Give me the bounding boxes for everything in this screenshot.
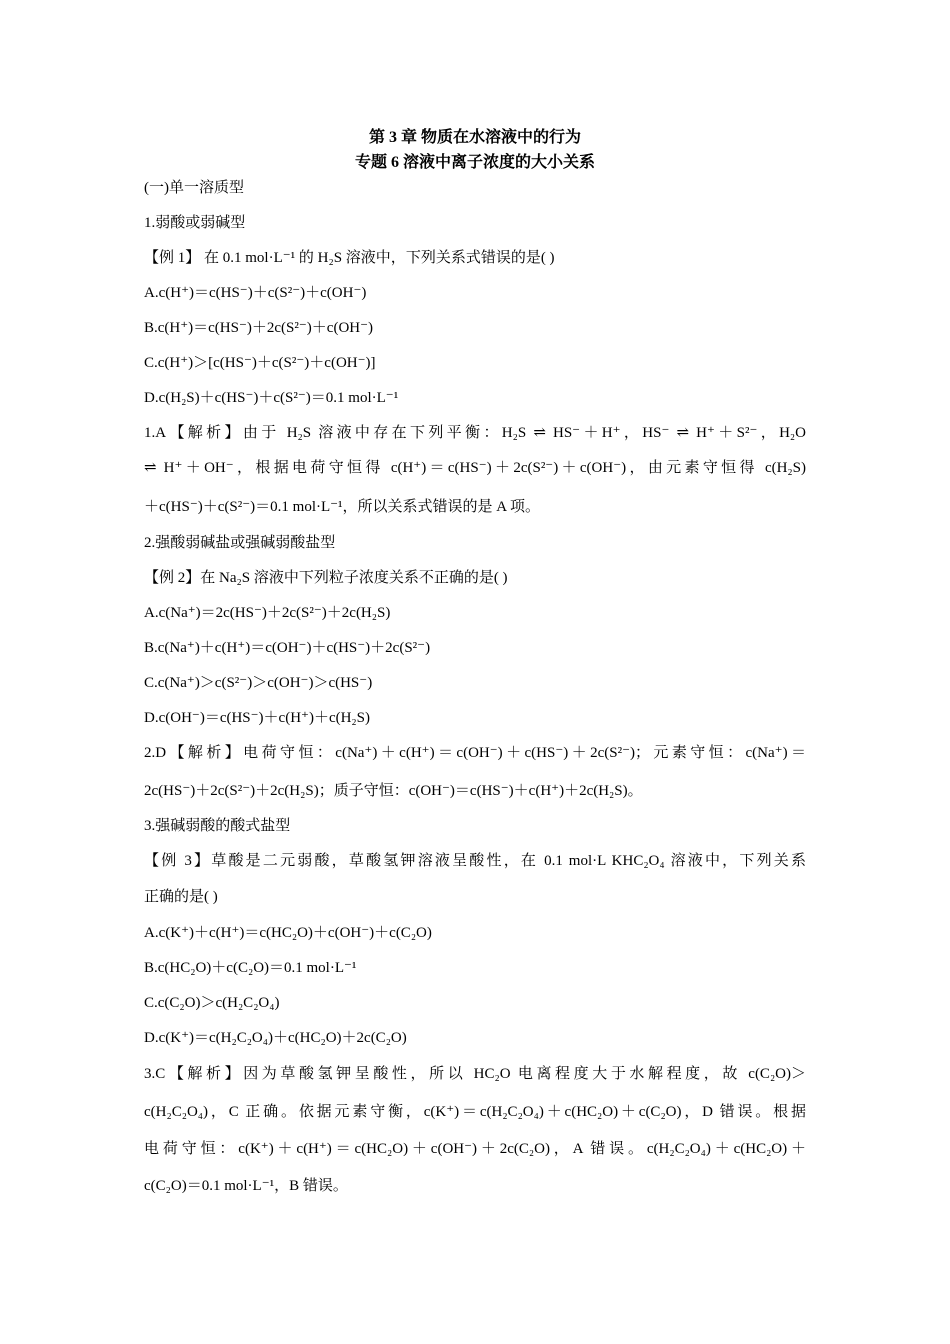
- example-question: 【例 1】 在 0.1 mol·L⁻¹ 的 H₂S 溶液中，下列关系式错误的是( ): [144, 250, 555, 266]
- option-line: A.c(K⁺)＋c(H⁺)＝c(HC₂O)＋c(OH⁻)＋c(C₂O): [144, 925, 432, 941]
- option-line: D.c(K⁺)＝c(H₂C₂O₄)＋c(HC₂O)＋2c(C₂O): [144, 1030, 407, 1046]
- topic-title: 专题 6 溶液中离子浓度的大小关系: [354, 154, 595, 171]
- option-line: C.c(Na⁺)＞c(S²⁻)＞c(OH⁻)＞c(HS⁻): [144, 675, 373, 691]
- example-question: 【例 3】草酸是二元弱酸，草酸氢钾溶液呈酸性，在 0.1 mol·L KHC₂O₄ 溶液中，下列关系: [144, 853, 806, 869]
- subsection-heading: 1.弱酸或弱碱型: [144, 215, 246, 231]
- option-line: B.c(H⁺)＝c(HS⁻)＋2c(S²⁻)＋c(OH⁻): [144, 320, 374, 336]
- solution-line: c(H₂C₂O₄)，C 正确。依据元素守衡，c(K⁺)＝c(H₂C₂O₄)＋c(HC₂O)＋c(C₂O)，D 错误。根据: [144, 1104, 806, 1120]
- option-line: C.c(C₂O)＞c(H₂C₂O₄): [144, 995, 280, 1011]
- subsection-heading: 3.强碱弱酸的酸式盐型: [144, 818, 291, 834]
- option-line: C.c(H⁺)＞[c(HS⁻)＋c(S²⁻)＋c(OH⁻)]: [144, 355, 376, 371]
- solution-line: ＋c(HS⁻)＋c(S²⁻)＝0.1 mol·L⁻¹，所以关系式错误的是 A 项。: [144, 499, 541, 515]
- section-heading: (一)单一溶质型: [144, 180, 244, 196]
- option-line: B.c(HC₂O)＋c(C₂O)＝0.1 mol·L⁻¹: [144, 960, 357, 976]
- solution-line: 3.C【解析】因为草酸氢钾呈酸性，所以 HC₂O 电离程度大于水解程度，故 c(C₂O)＞: [144, 1066, 806, 1082]
- example-question: 正确的是( ): [144, 889, 218, 905]
- subsection-heading: 2.强酸弱碱盐或强碱弱酸盐型: [144, 535, 336, 551]
- chapter-title: 第 3 章 物质在水溶液中的行为: [368, 129, 581, 146]
- solution-line: 2c(HS⁻)＋2c(S²⁻)＋2c(H₂S)；质子守恒：c(OH⁻)＝c(HS⁻)＋c(H⁺)＋2c(H₂S)。: [144, 783, 643, 799]
- solution-line: ⇌ H⁺＋OH⁻，根据电荷守恒得 c(H⁺)＝c(HS⁻)＋2c(S²⁻)＋c(OH⁻)，由元素守恒得 c(H₂S): [144, 460, 806, 476]
- example-question: 【例 2】在 Na₂S 溶液中下列粒子浓度关系不正确的是( ): [144, 570, 508, 586]
- solution-line: c(C₂O)＝0.1 mol·L⁻¹，B 错误。: [144, 1178, 348, 1194]
- option-line: A.c(Na⁺)＝2c(HS⁻)＋2c(S²⁻)＋2c(H₂S): [144, 605, 391, 621]
- option-line: A.c(H⁺)＝c(HS⁻)＋c(S²⁻)＋c(OH⁻): [144, 285, 367, 301]
- option-line: B.c(Na⁺)＋c(H⁺)＝c(OH⁻)＋c(HS⁻)＋2c(S²⁻): [144, 640, 431, 656]
- solution-line: 1.A【解析】由于 H₂S 溶液中存在下列平衡：H₂S ⇌ HS⁻＋H⁺，HS⁻ ⇌ H⁺＋S²⁻，H₂O: [144, 425, 806, 441]
- option-line: D.c(OH⁻)＝c(HS⁻)＋c(H⁺)＋c(H₂S): [144, 710, 371, 726]
- option-line: D.c(H₂S)＋c(HS⁻)＋c(S²⁻)＝0.1 mol·L⁻¹: [144, 390, 399, 406]
- solution-line: 2.D【解析】电荷守恒：c(Na⁺)＋c(H⁺)＝c(OH⁻)＋c(HS⁻)＋2c(S²⁻)；元素守恒：c(Na⁺)＝: [144, 745, 806, 761]
- solution-line: 电荷守恒：c(K⁺)＋c(H⁺)＝c(HC₂O)＋c(OH⁻)＋2c(C₂O)，A 错误。c(H₂C₂O₄)＋c(HC₂O)＋: [144, 1141, 806, 1157]
